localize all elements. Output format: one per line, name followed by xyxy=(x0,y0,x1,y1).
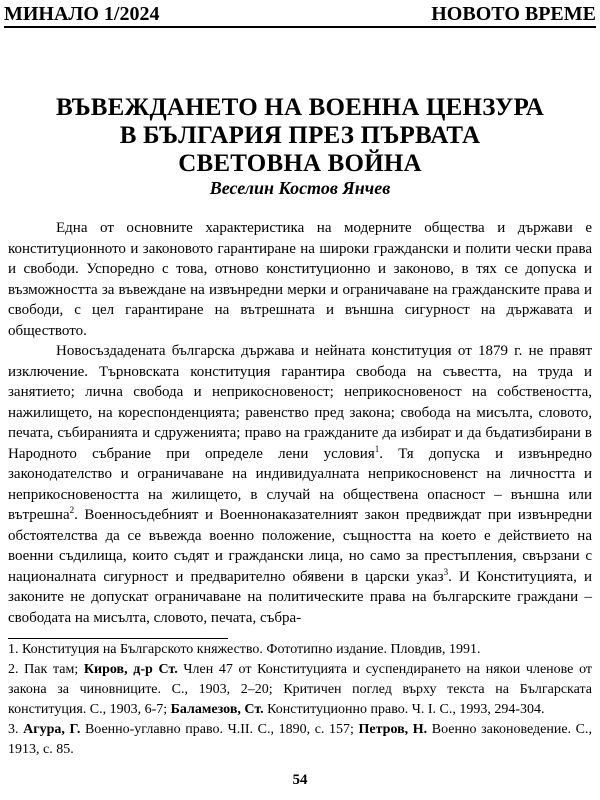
footnote-ref-3: 3 xyxy=(443,566,449,577)
title-line-1: ВЪВЕЖДАНЕТО НА ВОЕННА ЦЕНЗУРА xyxy=(55,94,545,121)
footnote-3 xyxy=(8,720,592,760)
paragraph-2-part-3: . Военносъдебният и Военнонаказателният закон предвиждат при извънредни обстоятелства да се въвежда военно положение, същността на което е действието на военни съдилища, които съдят и граждански лица, но само за престъпления, свързани с националната сигурност и предварително обявени в царски указ xyxy=(8,507,592,585)
paragraph-1: Една от основните характеристика на модерните общества и държави е конституционното и законовото гарантиране на широки граждански и полити чески права и свободи. Успоредно с това, отново конституционно и законово, в тях се допуска и възможността за въвеждане на извънредни мерки и ограничаване на гражданските права и свободи, с цел гарантиране на вътрешната и външна сигурност на държавата и обществото. xyxy=(8,220,592,339)
footnote-1: 1. Конституция на Българското княжество. Фототипно издание. Пловдив, 1991. xyxy=(8,642,481,657)
footnote-ref-2: 2 xyxy=(69,505,75,515)
title-line-2: В БЪЛГАРИЯ ПРЕЗ ПЪРВАТА xyxy=(119,122,481,149)
footnote-2-author-2: Баламезов, Ст. xyxy=(170,702,264,717)
section-name: НОВОТО ВРЕМЕ xyxy=(431,3,596,25)
footnote-3-author-2: Петров, Н. xyxy=(358,722,428,737)
page-number: 54 xyxy=(292,772,308,788)
footnote-2 xyxy=(8,660,592,720)
journal-issue: МИНАЛО 1/2024 xyxy=(4,3,160,25)
footnote-rule xyxy=(8,638,228,639)
footnote-2-author-1: Киров, д-р Ст. xyxy=(83,662,178,677)
paragraph-2-part-2: . Тя допуска и извънредно законодателство и ограничаване на индивидуалната неприкосновенст на личността и неприкосновеността на жилището, в случай на обществена опасност – външна или вътрешна xyxy=(8,445,592,523)
article-title xyxy=(10,94,590,178)
article-author: Веселин Костов Янчев xyxy=(209,178,391,198)
paragraph-2-part-4: . И Конституцията, и законите не допускат ограничаване на политическите права на българските граждани – свободата на мисълта, словото, печата, събра- xyxy=(8,568,592,626)
title-line-3: СВЕТОВНА ВОЙНА xyxy=(178,150,422,177)
paragraph-2-part-1: Новосъздадената българска държава и нейната конституция от 1879 г. не правят изключение. Търновската конституция гарантира свобода на съвестта, на труда и занятието; лична свобода и неприкосновеност; неприкосновеност на собствеността, нажилището, на кореспонденцията; равенство пред закона; свобода на мисълта, словото, печата, събиранията и сдруженията; право на гражданите да избират и да бъдатизбирани в Народното събрание при определе лени условия xyxy=(8,343,592,462)
footnote-3-text-1: Военно-углавно право. Ч.II. С., 1890, с. 157; xyxy=(80,722,359,737)
footnotes xyxy=(8,640,592,760)
footnote-3-author-1: Агура, Г. xyxy=(23,722,81,737)
running-header xyxy=(4,2,596,24)
article-body xyxy=(8,218,592,628)
header-rule xyxy=(4,26,596,28)
footnote-2-text-2: Конституционно право. Ч. I. С., 1993, 294-304. xyxy=(263,702,545,717)
footnote-3-prefix: 3. xyxy=(8,722,24,737)
footnote-2-text-1: Член 47 от Конституцията и суспендирането на някои членове от закона за чиновниците. С., 1903, 2–20; Критичен поглед върху текста на Българската конституция. С., 1903, 6-7; xyxy=(8,662,592,717)
footnote-ref-1: 1 xyxy=(374,443,380,454)
footnote-2-prefix: 2. Пак там; xyxy=(8,662,84,677)
footnote-3-text-2: Военно законоведение. С., 1913, с. 85. xyxy=(8,722,592,757)
paragraph-2 xyxy=(8,341,592,628)
